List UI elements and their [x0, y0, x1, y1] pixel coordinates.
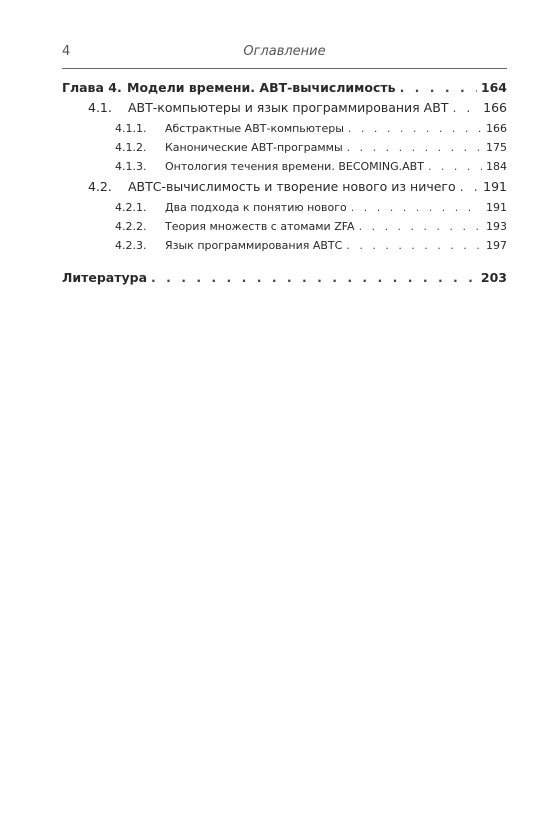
toc-entry-number: Глава 4. — [62, 80, 122, 95]
toc-entry-page: 193 — [486, 220, 507, 233]
toc-entry-page: 175 — [486, 141, 507, 154]
toc-entry-page: 166 — [483, 100, 507, 115]
toc-entry-title: Теория множеств с атомами ZFA — [165, 220, 355, 233]
toc-entry-number: 4.1.1. — [115, 122, 147, 135]
toc-entry-4-2-1[interactable] — [62, 201, 507, 220]
toc-entry-title: Онтология течения времени. BECOMING.ABT — [165, 160, 424, 173]
toc-entry-4-1-3[interactable] — [62, 160, 507, 179]
dot-leader — [346, 239, 482, 252]
running-head-title: Оглавление — [243, 44, 326, 59]
dot-leader — [347, 141, 482, 154]
dot-leader — [452, 100, 479, 115]
toc-entry-page: 166 — [486, 122, 507, 135]
toc-entry-title: Канонические АВТ-программы — [165, 141, 343, 154]
toc-entry-4-2-2[interactable] — [62, 220, 507, 239]
running-head — [62, 44, 507, 64]
toc-entry-page: 197 — [486, 239, 507, 252]
header-rule — [62, 68, 507, 69]
dot-leader — [400, 80, 477, 95]
toc-entry-number: 4.2.3. — [115, 239, 147, 252]
toc-entry-title: Язык программирования АВТС — [165, 239, 343, 252]
toc-entry-4-1-2[interactable] — [62, 141, 507, 160]
toc-entry-number: 4.2.2. — [115, 220, 147, 233]
toc-entry-number: 4.1.2. — [115, 141, 147, 154]
toc-entry-page: 184 — [486, 160, 507, 173]
table-of-contents — [62, 80, 507, 290]
toc-entry-title: Литература — [62, 270, 148, 285]
toc-entry-4-2-3[interactable] — [62, 239, 507, 258]
toc-entry-title: АВТ-компьютеры и язык программирования АВТ — [128, 100, 449, 115]
toc-entry-page: 191 — [486, 201, 507, 214]
toc-entry-page: 164 — [480, 80, 507, 95]
toc-entry-title: Два подхода к понятию нового — [165, 201, 347, 214]
page-number: 4 — [62, 44, 71, 59]
toc-entry-number: 4.1. — [88, 100, 112, 115]
dot-leader — [151, 270, 477, 285]
dot-leader — [348, 122, 482, 135]
dot-leader — [351, 201, 482, 214]
toc-entry-literature[interactable] — [62, 270, 507, 290]
toc-entry-title: Абстрактные АВТ-компьютеры — [165, 122, 344, 135]
toc-entry-4-1[interactable] — [62, 100, 507, 122]
toc-entry-chapter-4[interactable] — [62, 80, 507, 100]
toc-entry-page: 203 — [480, 270, 507, 285]
toc-entry-number: 4.1.3. — [115, 160, 147, 173]
toc-entry-title: Модели времени. АВТ-вычислимость — [127, 80, 396, 95]
toc-entry-number: 4.2.1. — [115, 201, 147, 214]
toc-entry-title: АВТС-вычислимость и творение нового из ничего — [128, 179, 456, 194]
dot-leader — [428, 160, 482, 173]
toc-entry-page: 191 — [483, 179, 507, 194]
dot-leader — [359, 220, 482, 233]
toc-entry-4-1-1[interactable] — [62, 122, 507, 141]
dot-leader — [460, 179, 480, 194]
toc-entry-number: 4.2. — [88, 179, 112, 194]
toc-entry-4-2[interactable] — [62, 179, 507, 201]
